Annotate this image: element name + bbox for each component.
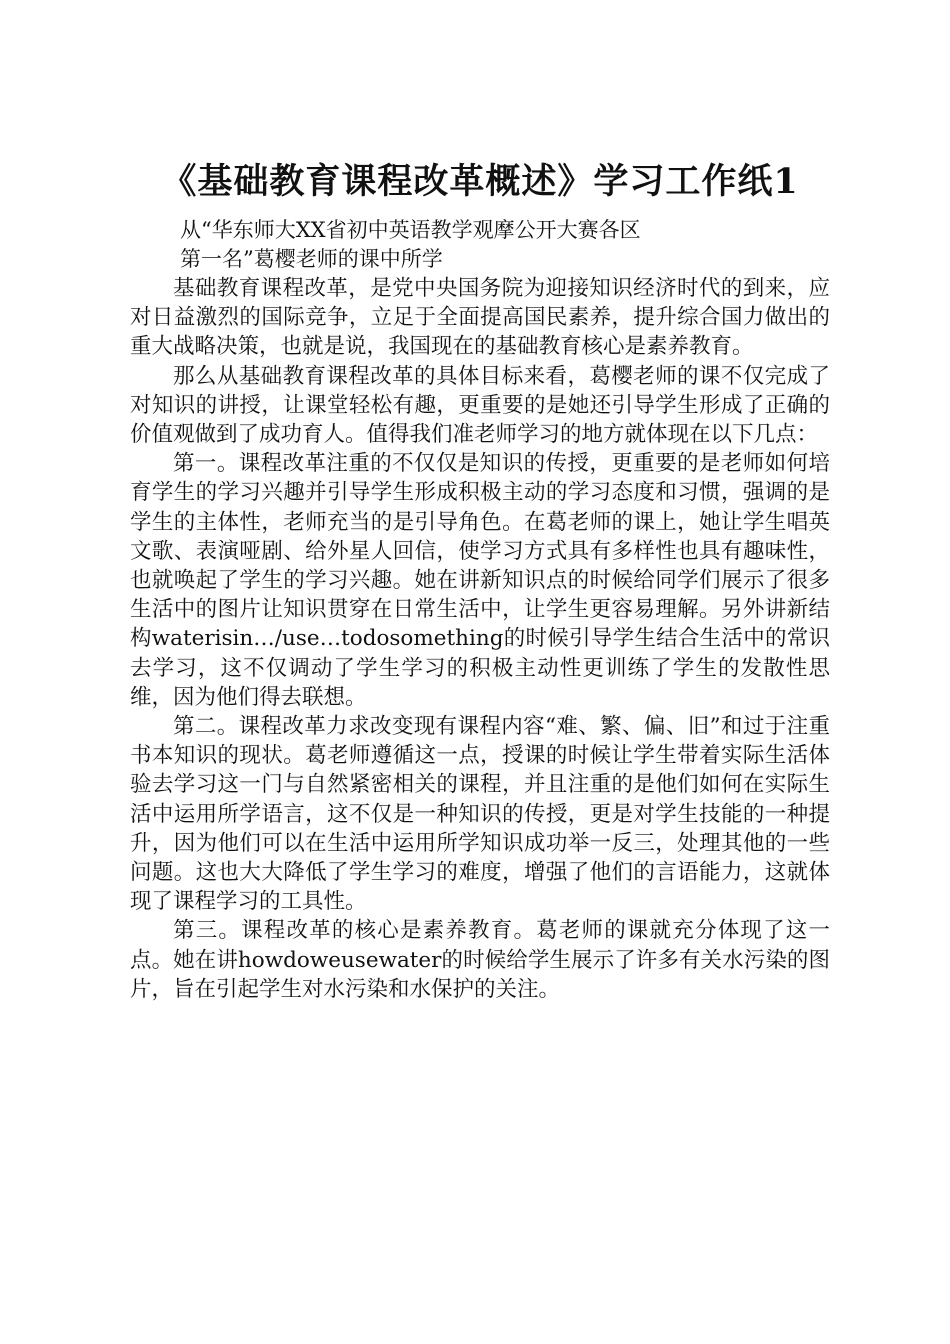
document-page bbox=[130, 158, 830, 1004]
paragraph-goals: 那么从基础教育课程改革的具体目标来看，葛樱老师的课不仅完成了对知识的讲授，让课堂轻松有趣，更重要的是她还引导学生形成了正确的价值观做到了成功育人。值得我们准老师学习的地方就体现在以下几点： bbox=[130, 363, 830, 448]
paragraph-point-one: 第一。课程改革注重的不仅仅是知识的传授，更重要的是老师如何培育学生的学习兴趣并引导学生形成积极主动的学习态度和习惯，强调的是学生的主体性，老师充当的是引导角色。在葛老师的课上，她让学生唱英文歌、表演哑剧、给外星人回信，使学习方式具有多样性也具有趣味性，也就唤起了学生的学习兴趣。她在讲新知识点的时候给同学们展示了很多生活中的图片让知识贯穿在日常生活中，让学生更容易理解。另外讲新结构waterisin…/use…todosomething的时候引导学生结合生活中的常识去学习，这不仅调动了学生学习的积极主动性更训练了学生的发散性思维，因为他们得去联想。 bbox=[130, 451, 830, 710]
paragraph-point-three: 第三。课程改革的核心是素养教育。葛老师的课就充分体现了这一点。她在讲howdoweusewater的时候给学生展示了许多有关水污染的图片，旨在引起学生对水污染和水保护的关注。 bbox=[130, 918, 830, 1002]
paragraph-point-two: 第二。课程改革力求改变现有课程内容“难、繁、偏、旧”和过于注重书本知识的现状。葛老师遵循这一点，授课的时候让学生带着实际生活体验去学习这一门与自然紧密相关的课程，并且注重的是他们如何在实际生活中运用所学语言，这不仅是一种知识的传授，更是对学生技能的一种提升，因为他们可以在生活中运用所学知识成功举一反三，处理其他的一些问题。这也大大降低了学生学习的难度，增强了他们的言语能力，这就体现了课程学习的工具性。 bbox=[130, 714, 830, 915]
document-subtitle bbox=[130, 216, 830, 274]
subtitle-line-1: 从“华东师大XX省初中英语教学观摩公开大赛各区 bbox=[180, 218, 641, 242]
subtitle-line-2: 第一名”葛樱老师的课中所学 bbox=[180, 247, 443, 271]
document-title: 《基础教育课程改革概述》学习工作纸1 bbox=[161, 161, 799, 202]
paragraph-intro: 基础教育课程改革，是党中央国务院为迎接知识经济时代的到来，应对日益激烈的国际竞争，立足于全面提高国民素养，提升综合国力做出的重大战略决策，也就是说，我国现在的基础教育核心是素养教育。 bbox=[130, 276, 830, 360]
